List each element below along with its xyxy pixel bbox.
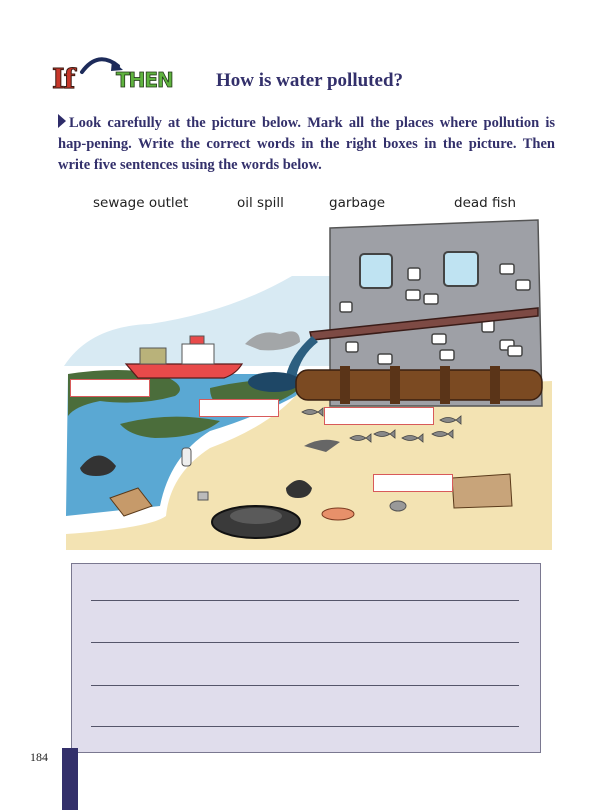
word-bank-dead-fish: dead fish xyxy=(454,195,517,211)
answer-box-1[interactable] xyxy=(70,379,150,397)
bullet-triangle-icon xyxy=(58,114,66,128)
writing-area xyxy=(71,563,541,753)
answer-box-2[interactable] xyxy=(199,399,279,417)
rock xyxy=(390,501,406,511)
writing-line-4[interactable] xyxy=(91,726,519,727)
word-bank-oil-spill: oil spill xyxy=(237,195,284,211)
tire-hole xyxy=(230,508,282,524)
building-window-left xyxy=(360,254,392,288)
floating-bottle xyxy=(182,448,191,466)
answer-box-4[interactable] xyxy=(373,474,453,492)
page-title: How is water polluted? xyxy=(216,70,404,91)
word-bank-sewage-outlet: sewage outlet xyxy=(93,195,189,211)
if-then-logo xyxy=(52,52,172,98)
building-window-right xyxy=(444,252,478,286)
logo-if-text: If xyxy=(52,64,75,95)
instructions-text: Look carefully at the picture below. Mark all the places where pollution is hap-pening. Write the correct words in the right boxes in the picture. Then write five sentences using the words below. xyxy=(58,115,555,173)
answer-box-3[interactable] xyxy=(324,407,434,425)
writing-line-1[interactable] xyxy=(91,600,519,601)
cardboard-box xyxy=(452,474,512,508)
page-edge-bar xyxy=(62,748,78,810)
oil-slick xyxy=(248,372,300,392)
word-bank-garbage: garbage xyxy=(329,195,386,211)
sandal xyxy=(322,508,354,520)
writing-line-3[interactable] xyxy=(91,685,519,686)
instructions xyxy=(58,113,555,176)
logo-then-text: THEN xyxy=(116,68,173,92)
writing-line-2[interactable] xyxy=(91,642,519,643)
can xyxy=(198,492,208,500)
page-number: 184 xyxy=(30,750,48,764)
rusty-pipe-line xyxy=(296,366,542,404)
